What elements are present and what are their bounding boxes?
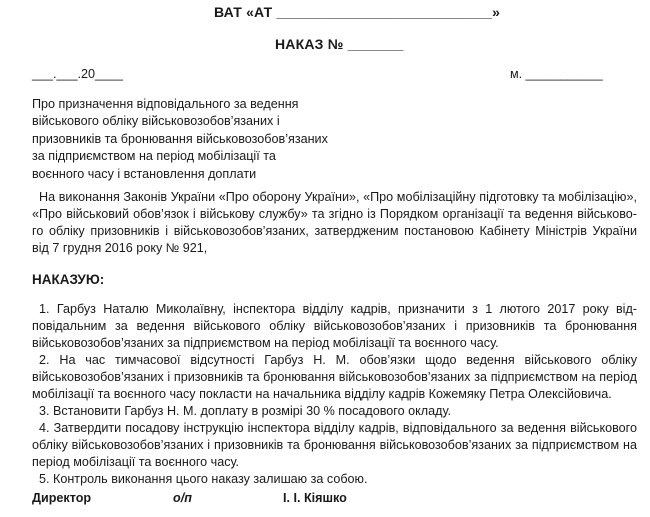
signature-name: І. І. Кіяшко <box>283 491 347 505</box>
order-word: НАКАЗУЮ: <box>32 272 105 287</box>
subject-line: воєнного часу і встановлення доплати <box>32 166 257 181</box>
item-4-line: період мобілізації та воєнного часу. <box>32 455 240 469</box>
order-items <box>32 301 637 488</box>
item-1-line: 1. Гарбуз Наталю Миколаївну, інспектора відділу кадрів, призначити з 1 лютого 2017 року від- <box>39 302 637 316</box>
preamble-line: «Про військовий обов’язок і військову службу» та згідно із Порядком організації та ведення військово- <box>32 207 637 221</box>
subject-line: військового обліку військовозобов’язаних і <box>32 114 280 129</box>
item-1-line: повідальним за ведення військового обліку військовозобов’язаних і призовників та бронювання <box>32 319 637 333</box>
signature-position: Директор <box>32 491 92 505</box>
item-2-line: 2. На час тимчасової відсутності Гарбуз Н. М. обов’язки щодо ведення військового обліку <box>39 353 637 367</box>
item-2-line: військовозобов’язаних і призовників та бронювання військовозобов’язаних за підприємством на період <box>32 370 637 384</box>
item-1-line: військовозобов’язаних за підприємством на період мобілізації та воєнного часу. <box>32 336 499 350</box>
item-4-line: обліку військовозобов’язаних і призовників та бронювання військовозобов’язаних за підприємством на <box>32 438 637 452</box>
subject-line: Про призначення відповідального за ведення <box>32 97 299 111</box>
order-city: м. ___________ <box>510 67 603 81</box>
preamble-line: На виконання Законів України «Про оборону України», «Про мобілізаційну підготовку та мобілізацію», <box>39 190 637 204</box>
signature-mark: о/п <box>173 491 192 505</box>
item-5-line: 5. Контроль виконання цього наказу залишаю за собою. <box>39 472 368 486</box>
company-title: ВАТ «АТ ___________________________» <box>214 4 501 20</box>
preamble-line: го обліку призовників і військовозобов’язаних, затвердженим постановою Кабінету Міністрів України <box>32 224 637 238</box>
item-2-line: мобілізації та воєнного часу покласти на начальника відділу кадрів Кожемяку Петра Олексійовича. <box>32 387 612 401</box>
item-4-line: 4. Затвердити посадову інструкцію інспектора відділу кадрів, відповідального за ведення військового <box>39 421 637 435</box>
preamble-line: від 7 грудня 2016 року № 921, <box>32 241 208 255</box>
preamble <box>32 189 637 257</box>
item-3-line: 3. Встановити Гарбуз Н. М. доплату в розмірі 30 % посадового окладу. <box>39 404 452 418</box>
subject-line: призовників та бронювання військовозобов’язаних <box>32 131 328 146</box>
order-subject <box>32 96 392 183</box>
subject-line: за підприємством на період мобілізації та <box>32 149 276 164</box>
order-date: ___.___.20____ <box>32 67 124 81</box>
order-number: НАКАЗ № _______ <box>275 36 404 52</box>
